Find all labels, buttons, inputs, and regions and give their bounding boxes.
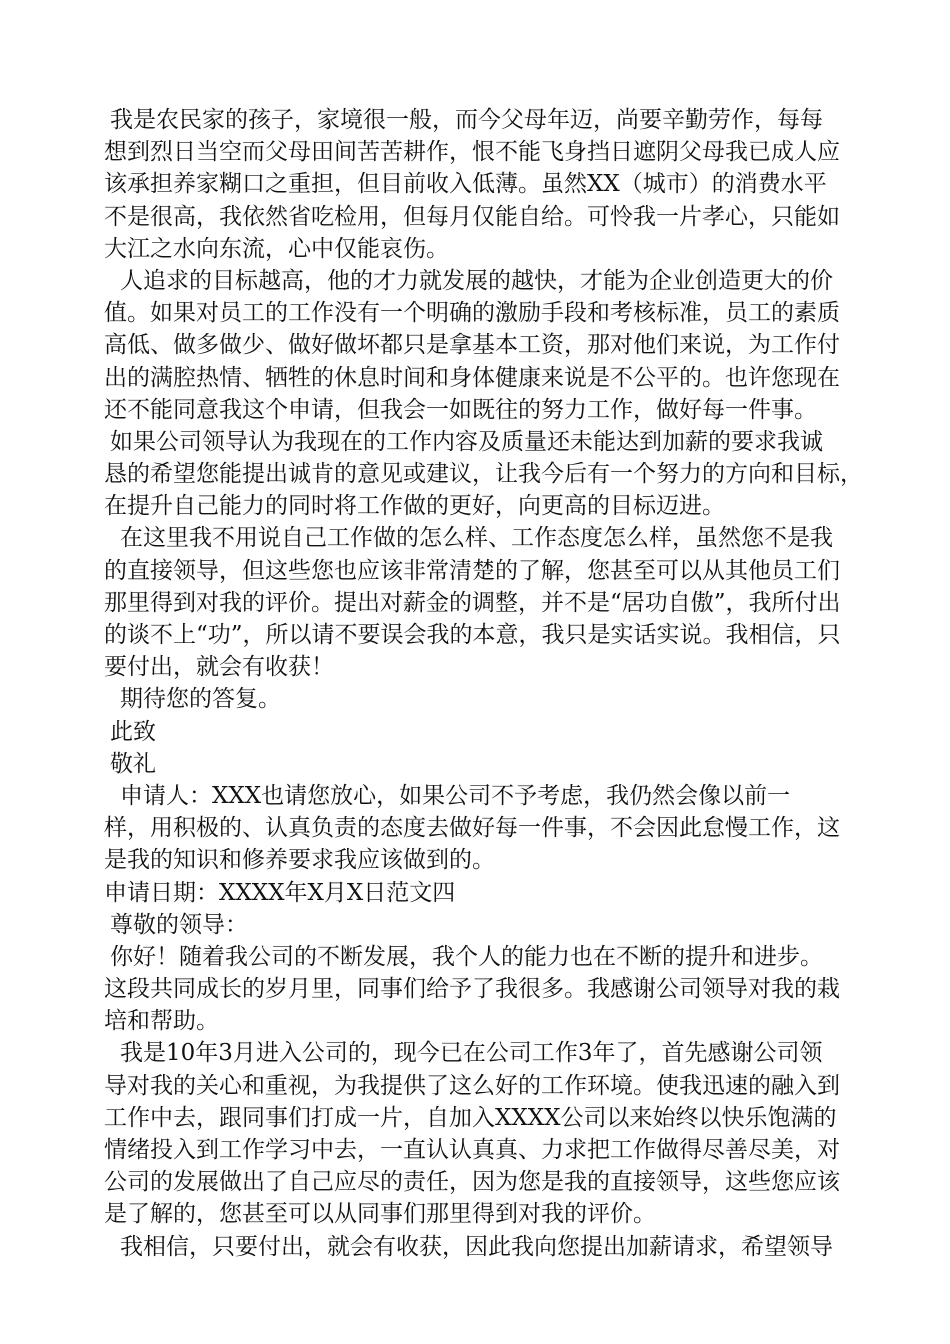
text-line: 我是10年3月进入公司的，现今已在公司工作3年了，首先感谢公司领 bbox=[120, 1040, 823, 1067]
text-line: 出的满腔热情、牺牲的休息时间和身体健康来说是不公平的。也许您现在 bbox=[104, 364, 840, 391]
text-line: 导对我的关心和重视，为我提供了这么好的工作环境。使我迅速的融入到 bbox=[104, 1072, 840, 1099]
text-line: 想到烈日当空而父母田间苦苦耕作，恨不能飞身挡日遮阴父母我已成人应 bbox=[104, 139, 840, 166]
text-line: 不是很高，我依然省吃检用，但每月仅能自给。可怜我一片孝心，只能如 bbox=[104, 203, 840, 230]
text-line: 申请人：XXX也请您放心，如果公司不予考虑，我仍然会像以前一 bbox=[120, 782, 791, 809]
text-line: 那里得到对我的评价。提出对薪金的调整，并不是“居功自傲”，我所付出 bbox=[104, 589, 841, 616]
text-line: 如果公司领导认为我现在的工作内容及质量还未能达到加薪的要求我诚 bbox=[110, 428, 823, 455]
text-line: 值。如果对员工的工作没有一个明确的激励手段和考核标准，员工的素质 bbox=[104, 300, 840, 327]
text-line: 我相信，只要付出，就会有收获，因此我向您提出加薪请求，希望领导 bbox=[120, 1233, 833, 1260]
text-line: 期待您的答复。 bbox=[120, 686, 281, 713]
text-line: 在提升自己能力的同时将工作做的更好，向更高的目标迈进。 bbox=[104, 493, 725, 520]
text-line: 人追求的目标越高，他的才力就发展的越快，才能为企业创造更大的价 bbox=[120, 267, 833, 294]
text-line: 情绪投入到工作学习中去，一直认认真真、力求把工作做得尽善尽美，对 bbox=[104, 1137, 840, 1163]
text-line: 敬礼 bbox=[110, 750, 156, 777]
text-line: 是了解的，您甚至可以从同事们那里得到对我的评价。 bbox=[104, 1201, 656, 1228]
text-line: 大江之水向东流，心中仅能哀伤。 bbox=[104, 235, 449, 262]
text-line: 的谈不上“功”，所以请不要误会我的本意，我只是实话实说。我相信，只 bbox=[104, 622, 841, 648]
text-line: 尊敬的领导： bbox=[110, 911, 248, 938]
text-line: 申请日期：XXXX年X月X日范文四 bbox=[104, 879, 456, 906]
text-line: 样，用积极的、认真负责的态度去做好每一件事，不会因此怠慢工作，这 bbox=[104, 815, 840, 842]
text-line: 是我的知识和修养要求我应该做到的。 bbox=[104, 847, 495, 874]
text-line: 工作中去，跟同事们打成一片，自加入XXXX公司以来始终以快乐饱满的 bbox=[104, 1104, 837, 1131]
text-line: 还不能同意我这个申请，但我会一如既往的努力工作，做好每一件事。 bbox=[104, 396, 817, 423]
text-line: 的直接领导，但这些您也应该非常清楚的了解，您甚至可以从其他员工们 bbox=[104, 557, 840, 584]
text-line: 公司的发展做出了自己应尽的责任，因为您是我的直接领导，这些您应该 bbox=[104, 1169, 840, 1196]
text-line: 该承担养家糊口之重担，但目前收入低薄。虽然XX（城市）的消费水平 bbox=[104, 171, 827, 198]
text-line: 培和帮助。 bbox=[104, 1008, 219, 1035]
text-line: 你好！随着我公司的不断发展，我个人的能力也在不断的提升和进步。 bbox=[110, 943, 823, 970]
text-line: 这段共同成长的岁月里，同事们给予了我很多。我感谢公司领导对我的栽 bbox=[104, 976, 840, 1003]
text-line: 高低、做多做少、做好做坏都只是拿基本工资，那对他们来说，为工作付 bbox=[104, 332, 840, 359]
text-line: 要付出，就会有收获！ bbox=[104, 654, 334, 681]
text-line: 此致 bbox=[110, 718, 156, 745]
text-line: 我是农民家的孩子，家境很一般，而今父母年迈，尚要辛勤劳作，每每 bbox=[110, 107, 823, 133]
text-line: 在这里我不用说自己工作做的怎么样、工作态度怎么样，虽然您不是我 bbox=[120, 525, 833, 552]
text-line: 恳的希望您能提出诚肯的意见或建议，让我今后有一个努力的方向和目标， bbox=[104, 461, 863, 488]
letter-body bbox=[104, 104, 864, 1263]
